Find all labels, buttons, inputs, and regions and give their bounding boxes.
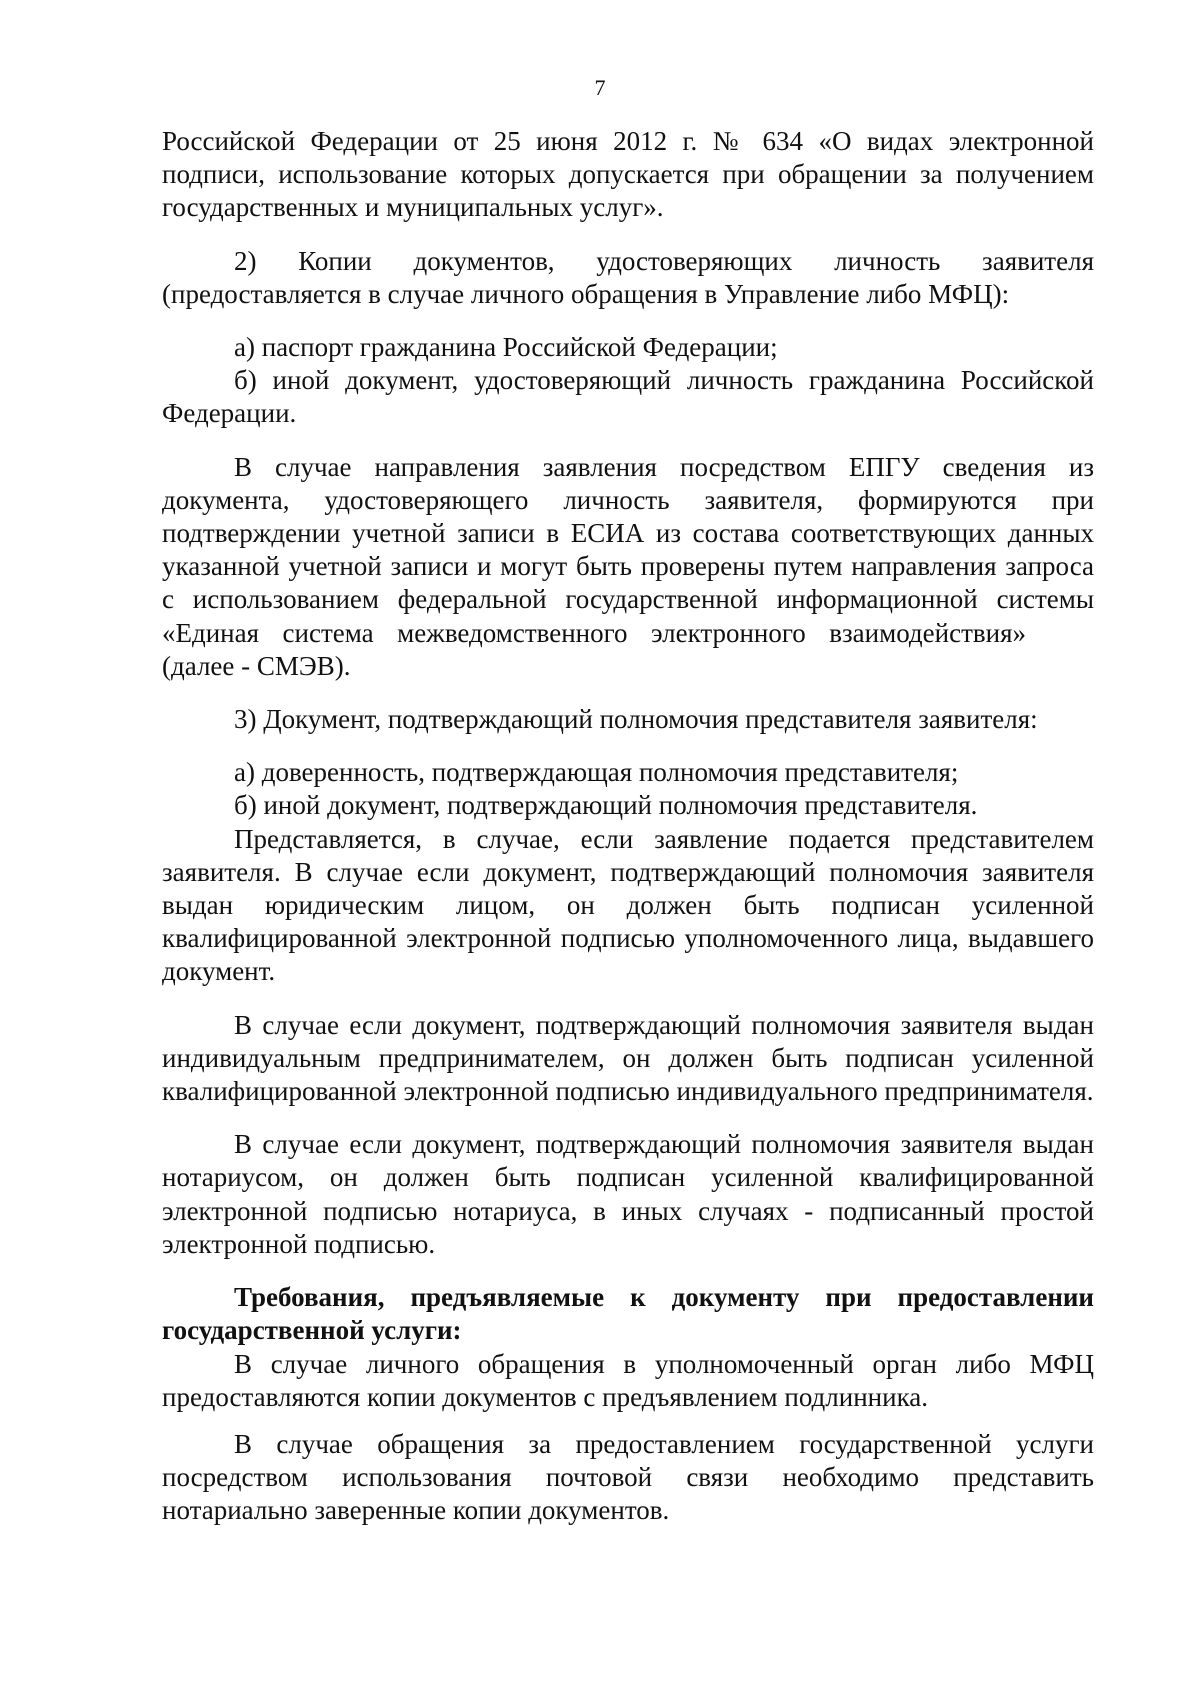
document-body [162, 125, 1094, 1528]
paragraph-signature-decree: Российской Федерации от 25 июня 2012 г. № 634 «О видах электронной подписи, использование которых допускается при обращении за получением государственных и муниципальных услуг». [162, 126, 1094, 223]
paragraph-personal-visit-copies: В случае личного обращения в уполномоченный орган либо МФЦ предоставляются копии документов с предъявлением подлинника. [162, 1348, 1094, 1412]
list-item-other-identity-document: б) иной документ, удостоверяющий личность гражданина Российской Федерации. [162, 365, 1094, 429]
paragraph-postal-notarized-copies: В случае обращения за предоставлением государственной услуги посредством использования почтовой связи необходимо представить нотариально заверенные копии документов. [162, 1428, 1094, 1526]
paragraph-legal-entity-signature: Представляется, в случае, если заявление подается представителем заявителя. В случае если документ, подтверждающий полномочия заявителя выдан юридическим лицом, он должен быть подписан усиленной квалифицированной электронной подписью уполномоченного лица, выдавшего документ. [162, 823, 1094, 987]
paragraph-notary-signature: В случае если документ, подтверждающий полномочия заявителя выдан нотариусом, он должен быть подписан усиленной квалифицированной электронной подписью нотариуса, в иных случаях - подписанный простой электронной подписью. [162, 1129, 1094, 1259]
paragraph-entrepreneur-signature: В случае если документ, подтверждающий полномочия заявителя выдан индивидуальным предпринимателем, он должен быть подписан усиленной квалифицированной электронной подписью индивидуального предпринимателя. [162, 1009, 1094, 1107]
section-heading-document-requirements: Требования, предъявляемые к документу при предоставлении государственной услуги: [162, 1282, 1094, 1346]
list-item-passport: а) паспорт гражданина Российской Федерации; [234, 332, 778, 363]
paragraph-smev-reference: (далее - СМЭВ). [162, 650, 351, 681]
list-item-power-of-attorney: а) доверенность, подтверждающая полномочия представителя; [234, 757, 959, 788]
paragraph-epgu-identity [162, 451, 1094, 683]
paragraph-epgu-identity-text: В случае направления заявления посредством ЕПГУ сведения из документа, удостоверяющего личность заявителя, формируются при подтверждении учетной записи в ЕСИА из состава соответствующих данных указанной учетной записи и могут быть проверены путем направления запроса с использованием федеральной государственной информационной системы «Единая система межведомственного электронного взаимодействия» [162, 451, 1094, 648]
paragraph-identity-documents: 2) Копии документов, удостоверяющих личность заявителя (предоставляется в случае личного обращения в Управление либо МФЦ): [162, 245, 1094, 309]
paragraph-representative-authority: 3) Документ, подтверждающий полномочия представителя заявителя: [234, 704, 1038, 735]
page-number: 7 [594, 75, 606, 100]
list-item-other-authority-document: б) иной документ, подтверждающий полномочия представителя. [234, 790, 978, 821]
